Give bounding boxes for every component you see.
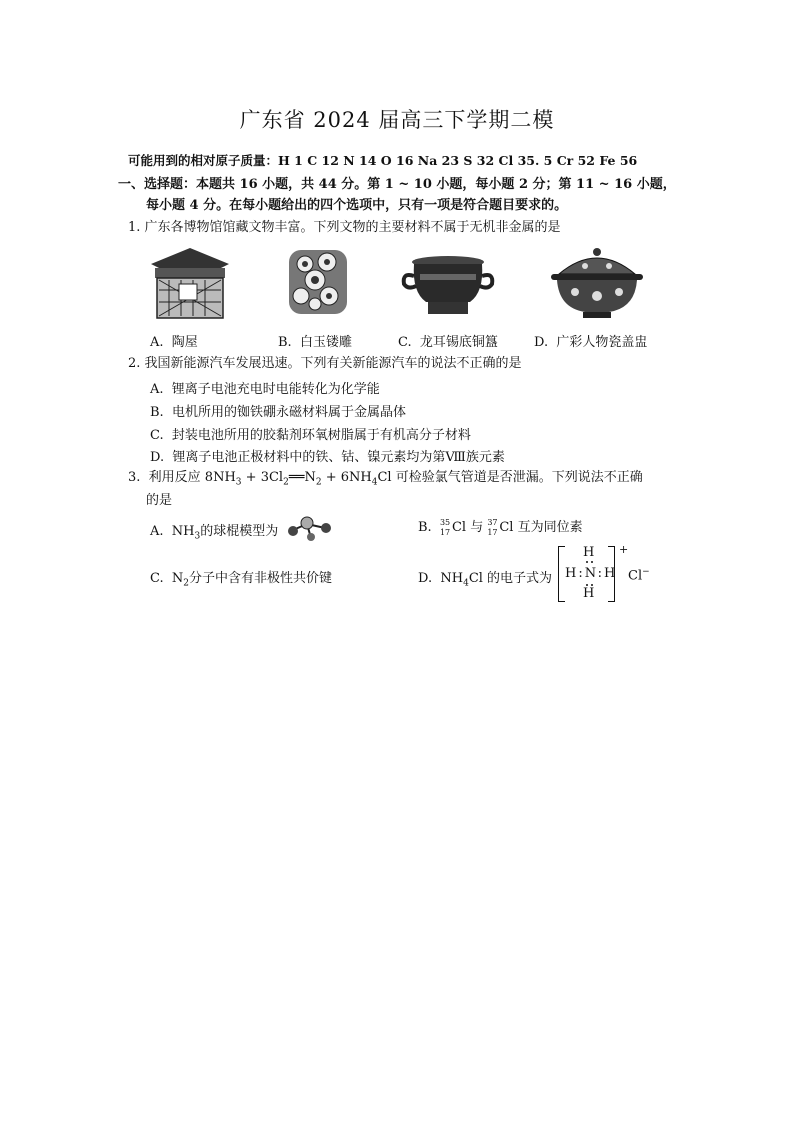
chloride-anion: Cl− [628,567,650,584]
q1-option-a[interactable]: A. 陶屋 [150,335,198,350]
q3-stem-line2: 的是 [146,493,173,508]
cation-charge: + [619,543,629,556]
q3-stem: 3. 利用反应 $8NH_3$ + $3Cl_2══N_2 + 6NH_4Cl$ 可检验氯气管道是否泄漏。下列说法不正确 [128,470,643,488]
q1-stem: 1. 广东各博物馆馆藏文物丰富。下列文物的主要材料不属于无机非金属的是 [128,220,561,235]
q3-option-a[interactable]: A. $NH_3$的球棍模型为 [150,524,279,542]
q3-option-c[interactable]: C. $N_2$分子中含有非极性共价键 [150,571,333,589]
left-bracket [558,546,565,602]
section-instructions-line1: 一、选择题：本题共 16 小题，共 44 分。第 1 ~ 10 小题，每小题 2 分；第 11 ~ 16 小题， [118,177,676,192]
h-top: H [583,545,595,560]
pottery-house-image [145,246,235,321]
page-title: 广东省 2024 届高三下学期二模 [239,108,555,132]
q1-option-b[interactable]: B. 白玉镂雕 [278,335,352,350]
ball-and-stick-model-icon [285,512,335,542]
q2-stem: 2. 我国新能源汽车发展迅速。下列有关新能源汽车的说法不正确的是 [128,356,522,371]
q2-option-c[interactable]: C. 封装电池所用的胶黏剂环氧树脂属于有机高分子材料 [150,428,471,443]
q2-option-d[interactable]: D. 锂离子电池正极材料中的铁、钴、镍元素均为第Ⅷ族元素 [150,450,505,465]
q2-option-a[interactable]: A. 锂离子电池充电时电能转化为化学能 [150,382,380,397]
q3-option-d[interactable]: D. $NH_4Cl$ 的电子式为 [418,571,553,589]
bronze-gui-vessel-image [400,252,496,318]
h-n-h-row: H:N:H [565,566,618,581]
guangcai-porcelain-lidded-cup-image [545,246,649,320]
section-instructions-line2: 每小题 4 分。在每小题给出的四个选项中，只有一项是符合题目要求的。 [146,198,568,213]
white-jade-carving-image [285,246,351,318]
q1-option-d[interactable]: D. 广彩人物瓷盖盅 [534,335,648,350]
q3-option-b[interactable]: B. 35 17 Cl 与 37 17 Cl 互为同位素 [418,517,583,537]
right-bracket [608,546,615,602]
q1-option-c[interactable]: C. 龙耳锡底铜簋 [398,335,498,350]
electron-pair-dots [580,560,600,590]
q2-option-b[interactable]: B. 电机所用的铷铁硼永磁材料属于金属晶体 [150,405,406,420]
h-bottom: H [583,586,595,601]
atomic-masses: 可能用到的相对原子质量：H 1 C 12 N 14 O 16 Na 23 S 32 Cl 35. 5 Cr 52 Fe 56 [128,153,638,168]
